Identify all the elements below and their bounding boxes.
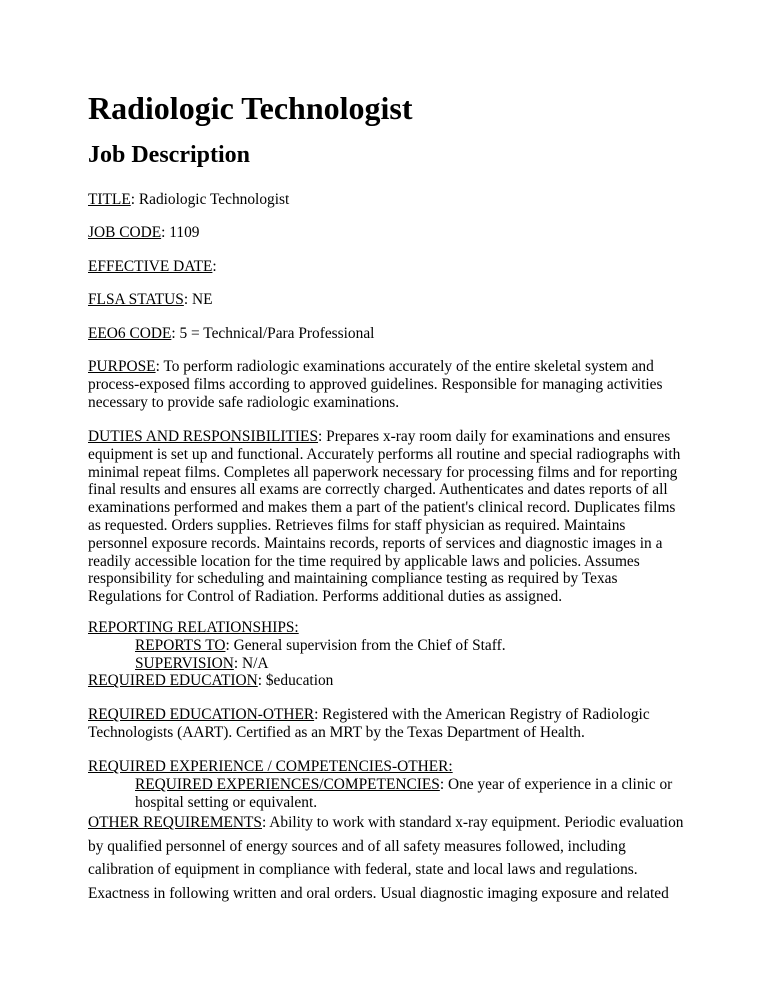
purpose-text: To perform radiologic examinations accurately of the entire skeletal system and process-exposed films according to approved guidelines. Responsible for managing activities necessary to provide safe radiologic examinations. [88, 358, 663, 411]
field-title: TITLE: Radiologic Technologist [88, 191, 290, 208]
purpose-label: PURPOSE [88, 358, 156, 375]
field-job-code-value: 1109 [169, 224, 200, 241]
field-eeo6-code-value: 5 = Technical/Para Professional [179, 325, 375, 342]
field-title-value: Radiologic Technologist [138, 191, 290, 208]
competencies-value: One year of experience in a clinic or hospital setting or equivalent. [135, 775, 673, 811]
other-requirements-line: OTHER REQUIREMENTS: Ability to work with standard x-ray equipment. Periodic evaluation by qualified personnel of energy sources and of all safety measures followed, including calibration of equipment in compliance with federal, state and local laws and regulations. Exactness in following written and oral orders. Usual diagnostic imaging exposure and related [88, 814, 684, 902]
field-effective-date: EFFECTIVE DATE: [88, 258, 217, 275]
field-flsa-status: FLSA STATUS: NE [88, 291, 213, 308]
reports-to-label: REPORTS TO [135, 636, 226, 654]
field-eeo6-code: EEO6 CODE: 5 = Technical/Para Professional [88, 325, 375, 342]
experience-section [88, 758, 688, 905]
supervision-line: SUPERVISION: N/A [135, 654, 269, 672]
education-other-text: Registered with the American Registry of Radiologic Technologists (AART). Certified as an MRT by the Texas Department of Health. [88, 706, 650, 741]
competencies-line: REQUIRED EXPERIENCES/COMPETENCIES: One year of experience in a clinic or hospital setting or equivalent. [135, 775, 673, 811]
reporting-section [88, 619, 688, 690]
reporting-heading: REPORTING RELATIONSHIPS: [88, 619, 299, 636]
field-eeo6-code-label: EEO6 CODE [88, 325, 172, 342]
reports-to-line: REPORTS TO: General supervision from the Chief of Staff. [135, 636, 506, 654]
supervision-label: SUPERVISION [135, 654, 234, 672]
education-other-label: REQUIRED EDUCATION-OTHER [88, 706, 315, 723]
experience-heading: REQUIRED EXPERIENCE / COMPETENCIES-OTHER: [88, 758, 453, 775]
duties-text: Prepares x-ray room daily for examinations and ensures equipment is set up and functional. Accurately performs all routine and special radiographs with minimal repeat films. Completes all paperwork necessary for processing films and for reporting final results and ensures all exams are correctly charged. Authenticates and dates reports of all examinations performed and makes them a part of the patient's clinical record. Duplicates films as requested. Orders supplies. Retrieves films for staff physician as required. Maintains personnel exposure records. Maintains records, reports of services and diagnostic images in a readily accessible location for the time required by applicable laws and policies. Assumes responsibility for scheduling and maintaining compliance testing as required by Texas Regulations for Control of Radiation. Performs additional duties as assigned. [88, 428, 681, 606]
other-requirements-label: OTHER REQUIREMENTS [88, 814, 262, 832]
field-flsa-status-value: NE [191, 291, 213, 308]
purpose-paragraph: PURPOSE: To perform radiologic examinations accurately of the entire skeletal system and process-exposed films according to approved guidelines. Responsible for managing activities necessary to provide safe radiologic examinations. [88, 358, 663, 411]
competencies-label: REQUIRED EXPERIENCES/COMPETENCIES [135, 775, 440, 793]
required-education-label: REQUIRED EDUCATION [88, 672, 258, 690]
field-job-code: JOB CODE: 1109 [88, 224, 200, 241]
field-job-code-label: JOB CODE [88, 224, 162, 241]
reports-to-value: General supervision from the Chief of Staff. [233, 636, 506, 654]
supervision-value: N/A [241, 654, 269, 672]
required-education-line: REQUIRED EDUCATION: $education [88, 672, 334, 690]
document-subtitle: Job Description [88, 142, 250, 168]
field-flsa-status-label: FLSA STATUS [88, 291, 184, 308]
document-title: Radiologic Technologist [88, 90, 413, 126]
field-title-label: TITLE [88, 191, 131, 208]
other-requirements-value: Ability to work with standard x-ray equipment. Periodic evaluation by qualified personnel of energy sources and of all safety measures followed, including calibration of equipment in compliance with federal, state and local laws and regulations. Exactness in following written and oral orders. Usual diagnostic imaging exposure and related [88, 814, 684, 902]
education-other-paragraph: REQUIRED EDUCATION-OTHER: Registered with the American Registry of Radiologic Technologists (AART). Certified as an MRT by the Texas Department of Health. [88, 706, 650, 741]
required-education-value: $education [265, 672, 334, 690]
field-effective-date-label: EFFECTIVE DATE [88, 258, 213, 275]
duties-label: DUTIES AND RESPONSIBILITIES [88, 428, 319, 445]
duties-paragraph: DUTIES AND RESPONSIBILITIES: Prepares x-ray room daily for examinations and ensures equipment is set up and functional. Accurately performs all routine and special radiographs with minimal repeat films. Completes all paperwork necessary for processing films and for reporting final results and ensures all exams are correctly charged. Authenticates and dates reports of all examinations performed and makes them a part of the patient's clinical record. Duplicates films as requested. Orders supplies. Retrieves films for staff physician as required. Maintains personnel exposure records. Maintains records, reports of services and diagnostic images in a readily accessible location for the time required by applicable laws and policies. Assumes responsibility for scheduling and maintaining compliance testing as required by Texas Regulations for Control of Radiation. Performs additional duties as assigned. [88, 428, 681, 606]
